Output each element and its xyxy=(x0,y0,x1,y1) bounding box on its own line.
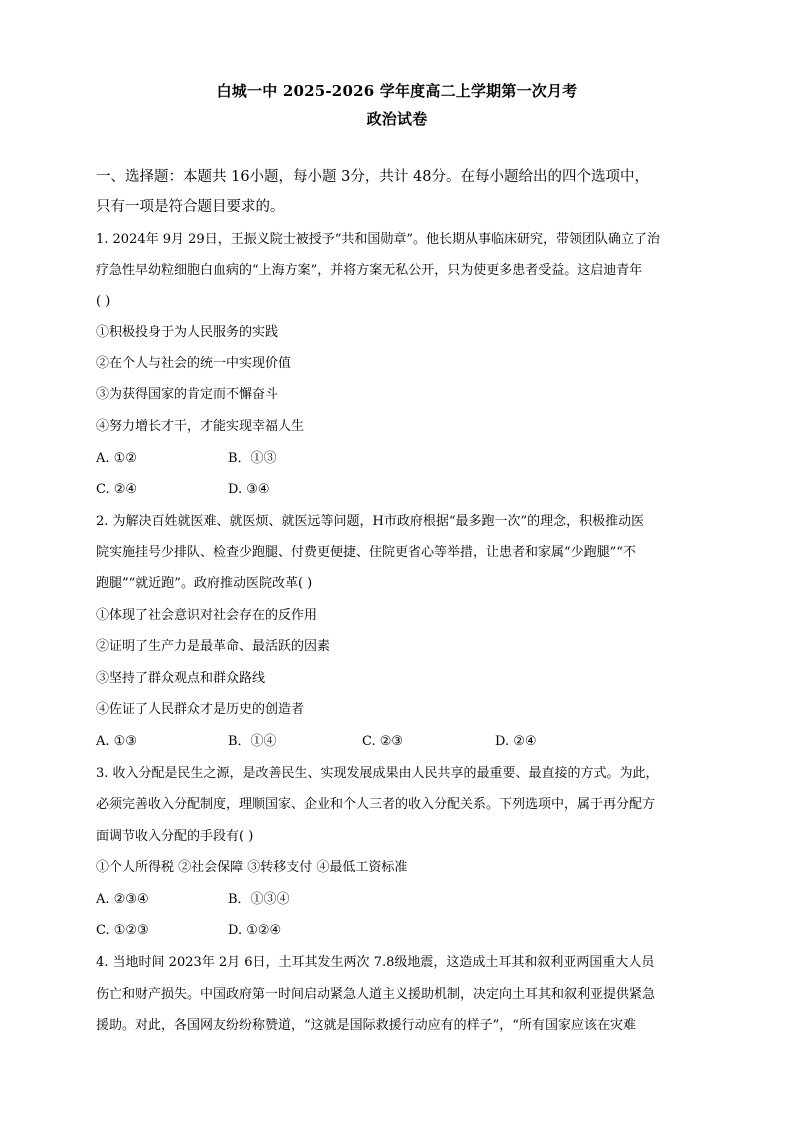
q1-option-c: C. ②④ xyxy=(96,482,138,497)
q2-option-b: B．①④ xyxy=(228,734,277,749)
q1-item-4: ④努力增长才干，才能实现幸福人生 xyxy=(96,419,305,434)
q1-option-d: D. ③④ xyxy=(228,482,270,497)
q3-stem-line-1: 3. 收入分配是民生之源，是改善民生、实现发展成果由人民共享的最重要、最直接的方式。为此， xyxy=(96,766,659,781)
exam-title: 白城一中 2025-2026 学年度高二上学期第一次月考 xyxy=(216,82,578,100)
q3-option-c: C. ①②③ xyxy=(96,923,149,938)
q1-option-a: A. ①② xyxy=(96,451,137,466)
q2-item-2: ②证明了生产力是最革命、最活跃的因素 xyxy=(96,639,331,654)
section-instruction-line-2: 只有一项是符合题目要求的。 xyxy=(96,199,285,215)
q3-items: ①个人所得税 ②社会保障 ③转移支付 ④最低工资标准 xyxy=(96,860,408,875)
q1-item-2: ②在个人与社会的统一中实现价值 xyxy=(96,356,292,371)
q1-option-b: B．①③ xyxy=(228,451,277,466)
q3-stem-line-3: 面调节收入分配的手段有( ) xyxy=(96,829,254,844)
q1-item-3: ③为获得国家的肯定而不懈奋斗 xyxy=(96,387,279,402)
q1-answer-blank: ( ) xyxy=(96,294,111,309)
q3-option-b: B．①③④ xyxy=(228,892,290,907)
q1-stem-line-2: 疗急性早幼粒细胞白血病的“上海方案”，并将方案无私公开，只为使更多患者受益。这启迪青年 xyxy=(96,263,643,278)
q2-stem-line-3: 跑腿”“就近跑”。政府推动医院改革( ) xyxy=(96,576,313,591)
q2-option-d: D. ②④ xyxy=(495,734,537,749)
section-instruction-line-1: 一、选择题：本题共 16小题，每小题 3分，共计 48分。在每小题给出的四个选项中， xyxy=(96,169,649,185)
q2-stem-line-2: 院实施挂号少排队、检查少跑腿、付费更便捷、住院更省心等举措，让患者和家属“少跑腿”“不 xyxy=(96,545,636,560)
q3-option-d: D. ①②④ xyxy=(228,923,282,938)
exam-subject: 政治试卷 xyxy=(366,110,428,128)
q1-item-1: ①积极投身于为人民服务的实践 xyxy=(96,325,279,340)
q2-item-1: ①体现了社会意识对社会存在的反作用 xyxy=(96,608,318,623)
q4-stem-line-3: 援助。对此，各国网友纷纷称赞道，“这就是国际救援行动应有的样子”，“所有国家应该在灾难 xyxy=(96,1018,636,1033)
q4-stem-line-1: 4. 当地时间 2023年 2月 6日，土耳其发生两次 7.8级地震，这造成土耳其和叙利亚两国重大人员 xyxy=(96,955,655,970)
q3-option-a: A. ②③④ xyxy=(96,892,149,907)
q3-stem-line-2: 必须完善收入分配制度，理顺国家、企业和个人三者的收入分配关系。下列选项中，属于再分配方 xyxy=(96,797,656,812)
q4-stem-line-2: 伤亡和财产损失。中国政府第一时间启动紧急人道主义援助机制，决定向土耳其和叙利亚提供紧急 xyxy=(96,987,656,1002)
q2-option-a: A. ①③ xyxy=(96,734,137,749)
q2-stem-line-1: 2. 为解决百姓就医难、就医烦、就医远等问题，H市政府根据“最多跑一次”的理念，积极推动医 xyxy=(96,514,645,529)
q1-stem-line-1: 1. 2024年 9月 29日，王振义院士被授予“共和国勋章”。他长期从事临床研究，带领团队确立了治 xyxy=(96,232,660,247)
q2-item-3: ③坚持了群众观点和群众路线 xyxy=(96,671,266,686)
q2-item-4: ④佐证了人民群众才是历史的创造者 xyxy=(96,702,305,717)
q2-option-c: C. ②③ xyxy=(362,734,404,749)
